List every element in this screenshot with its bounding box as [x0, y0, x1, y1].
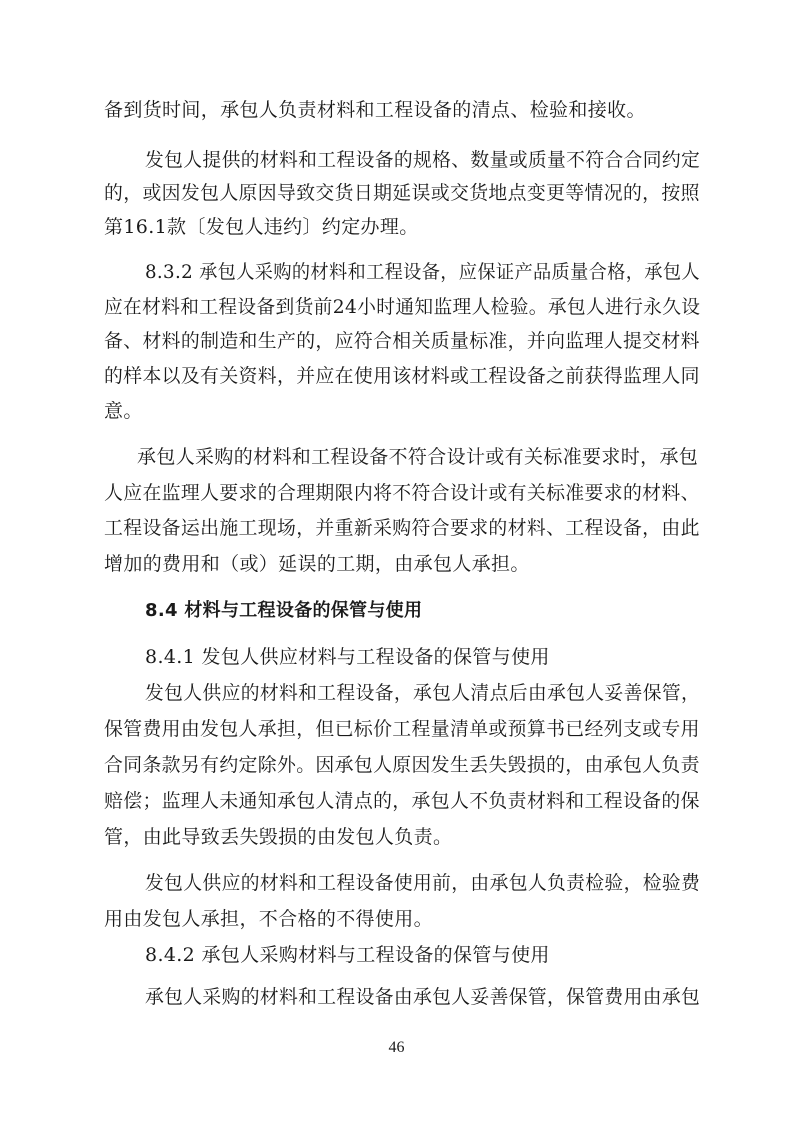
text-line: 发包人供应的材料和工程设备，承包人清点后由承包人妥善保管，	[145, 682, 701, 704]
text-line: 备到货时间，承包人负责材料和工程设备的清点、检验和接收。	[104, 99, 646, 121]
text-line: 合同条款另有约定除外。因承包人原因发生丢失毁损的，由承包人负责	[104, 754, 700, 776]
text-line: 第16.1款〔发包人违约〕约定办理。	[104, 216, 419, 238]
text-line: 备、材料的制造和生产的，应符合相关质量标准，并向监理人提交材料	[104, 330, 700, 352]
text-line: 赔偿；监理人未通知承包人清点的，承包人不负责材料和工程设备的保	[104, 790, 700, 812]
text-line: 承包人采购的材料和工程设备由承包人妥善保管，保管费用由承包	[145, 986, 701, 1008]
text-line: 意。	[104, 400, 143, 422]
text-line: 发包人提供的材料和工程设备的规格、数量或质量不符合合同约定	[145, 149, 701, 171]
subsection-title: 8.4.1 发包人供应材料与工程设备的保管与使用	[145, 646, 550, 668]
text-line: 管，由此导致丢失毁损的由发包人负责。	[104, 826, 453, 848]
text-line: 用由发包人承担，不合格的不得使用。	[104, 908, 433, 930]
section-heading: 8.4 材料与工程设备的保管与使用	[145, 600, 423, 621]
text-line: 8.3.2 承包人采购的材料和工程设备，应保证产品质量合格，承包人	[145, 261, 700, 283]
text-line: 的样本以及有关资料，并应在使用该材料或工程设备之前获得监理人同	[104, 365, 700, 387]
subsection-title: 8.4.2 承包人采购材料与工程设备的保管与使用	[145, 944, 550, 966]
text-line: 人应在监理人要求的合理期限内将不符合设计或有关标准要求的材料、	[104, 482, 700, 504]
text-line: 保管费用由发包人承担，但已标价工程量清单或预算书已经列支或专用	[104, 718, 700, 740]
page-number: 46	[388, 1039, 405, 1056]
text-line: 应在材料和工程设备到货前24小时通知监理人检验。承包人进行永久设	[104, 296, 701, 318]
text-line: 增加的费用和（或）延误的工期，由承包人承担。	[104, 553, 530, 575]
text-line: 工程设备运出施工现场，并重新采购符合要求的材料、工程设备，由此	[104, 517, 700, 539]
text-line: 承包人采购的材料和工程设备不符合设计或有关标准要求时，承包	[137, 446, 699, 468]
text-line: 发包人供应的材料和工程设备使用前，由承包人负责检验，检验费	[145, 872, 701, 894]
text-line: 的，或因发包人原因导致交货日期延误或交货地点变更等情况的，按照	[104, 182, 700, 204]
